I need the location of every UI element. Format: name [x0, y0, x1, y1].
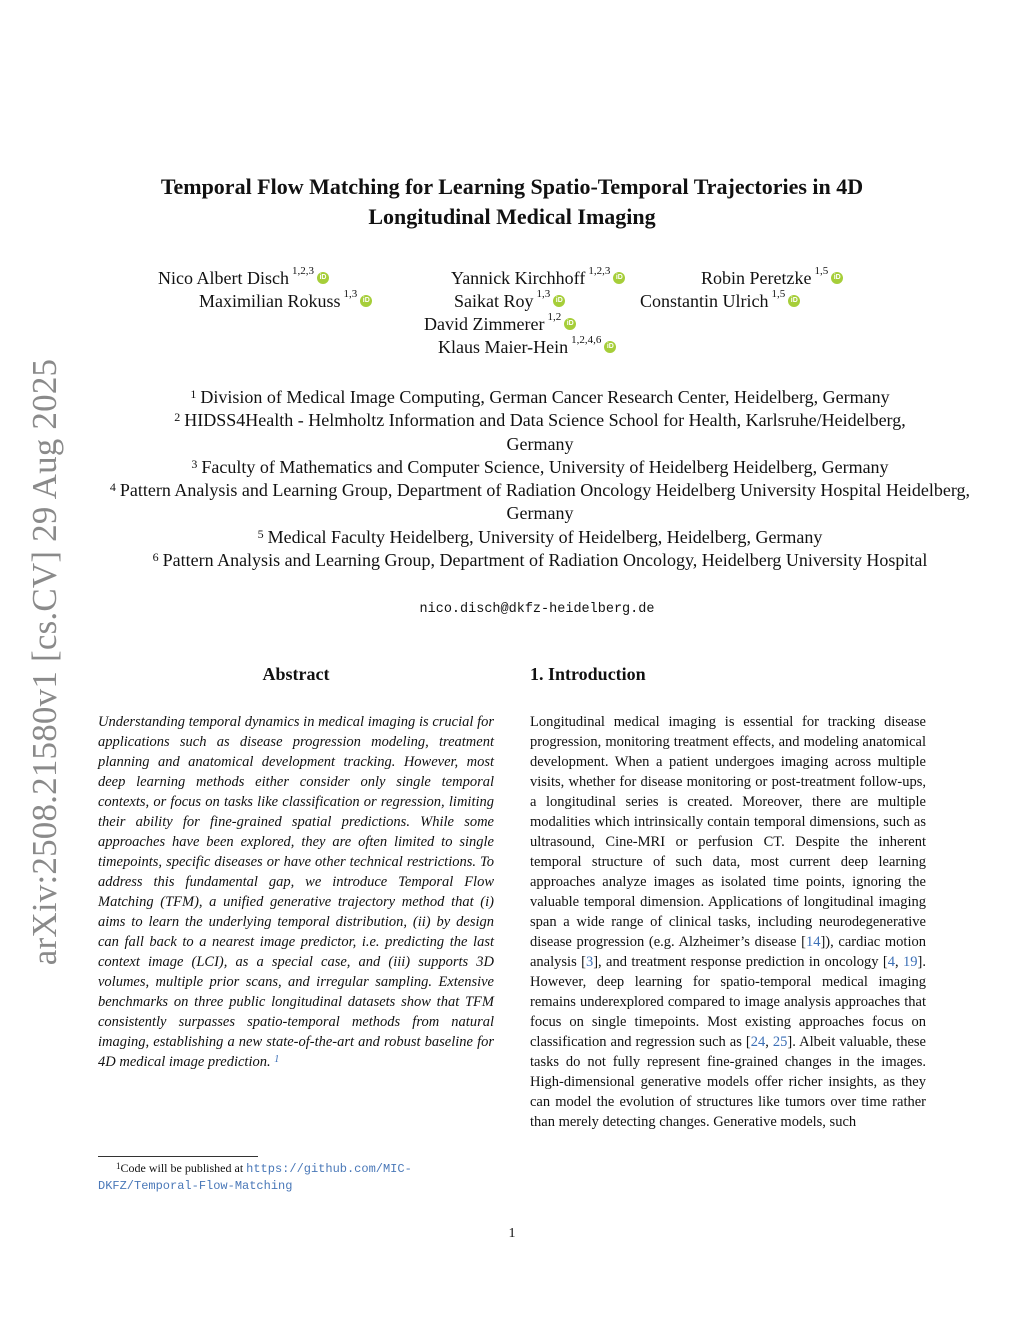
affiliation-list [90, 386, 990, 572]
citation-link[interactable]: 19 [903, 954, 918, 970]
citation-link[interactable]: 4 [887, 954, 896, 970]
author-name: Maximilian Rokuss $^{1,3}$iD [199, 291, 372, 312]
orcid-icon[interactable]: iD [360, 295, 372, 307]
introduction-column [530, 664, 926, 1132]
affiliation: $^3$ Faculty of Mathematics and Computer Science, University of Heidelberg Heidelberg, Germany [191, 456, 889, 477]
affiliation: $^5$ Medical Faculty Heidelberg, University of Heidelberg, Heidelberg, Germany [257, 526, 823, 547]
footnote-marker[interactable]: 1 [274, 1054, 280, 1065]
orcid-icon[interactable]: iD [317, 272, 329, 284]
orcid-icon[interactable]: iD [553, 295, 565, 307]
citation-link[interactable]: 25 [772, 1034, 788, 1050]
orcid-icon[interactable]: iD [788, 295, 800, 307]
code-repository-link[interactable]: https://github.com/MIC-DKFZ/Temporal-Flow-Matching [98, 1162, 412, 1193]
orcid-icon[interactable]: iD [613, 272, 625, 284]
author-name: Saikat Roy $^{1,3}$iD [454, 291, 565, 312]
orcid-icon[interactable]: iD [564, 318, 576, 330]
abstract-heading: Abstract [262, 664, 330, 684]
author-name: Robin Peretzke $^{1,5}$iD [701, 268, 843, 289]
author-name: Yannick Kirchhoff $^{1,2,3}$iD [451, 268, 625, 289]
orcid-icon[interactable]: iD [831, 272, 843, 284]
footnote-divider [98, 1156, 258, 1157]
paper-title: Temporal Flow Matching for Learning Spatio-Temporal Trajectories in 4D Longitudinal Medical Imaging [160, 174, 864, 229]
author-name: David Zimmerer $^{1,2}$iD [424, 314, 576, 335]
affiliation: $^6$ Pattern Analysis and Learning Group, Department of Radiation Oncology, Heidelberg University Hospital [152, 550, 928, 571]
page-number: 1 [508, 1226, 516, 1241]
citation-link[interactable]: 14 [805, 934, 821, 950]
author-name: Constantin Ulrich $^{1,5}$iD [640, 291, 800, 312]
contact-email[interactable]: nico.disch@dkfz-heidelberg.de [419, 602, 655, 617]
introduction-heading: 1. Introduction [530, 664, 646, 684]
footnote: $^1$Code will be published at https://github.com/MIC-DKFZ/Temporal-Flow-Matching [98, 1161, 412, 1193]
arxiv-identifier-stamp: arXiv:2508.21580v1 [cs.CV] 29 Aug 2025 [25, 358, 64, 966]
abstract-column [98, 664, 494, 1072]
citation-link[interactable]: 3 [585, 954, 594, 970]
affiliation: $^1$ Division of Medical Image Computing, German Cancer Research Center, Heidelberg, Germany [190, 387, 890, 407]
orcid-icon[interactable]: iD [604, 341, 616, 353]
affiliation: $^4$ Pattern Analysis and Learning Group, Department of Radiation Oncology Heidelberg University Hospital Heidelberg, Germany [109, 480, 971, 524]
introduction-text: Longitudinal medical imaging is essential for tracking disease progression, monitoring treatment effects, and modeling anatomical development. When a patient undergoes imaging across multiple visits, whether for disease monitoring or post-treatment follow-ups, a longitudinal series is created. Moreover, there are multiple modalities which intrinsically contain temporal dimensions, such as ultrasound, Cine-MRI or perfusion CT. Despite the inherent temporal structure of such data, most current deep learning approaches analyze images as isolated time points, ignoring the valuable temporal dimension. Applications of longitudinal imaging span a wide range of clinical tasks, including neurodegenerative disease progression (e.g. Alzheimer’s disease [14]), cardiac motion analysis [3], and treatment response prediction in oncology [4, 19]. However, deep learning for spatio-temporal medical imaging remains underexplored compared to image analysis approaches that focus on single timepoints. Most existing approaches focus on classification and regression such as [24, 25]. Albeit valuable, these tasks do not fully represent fine-grained changes in the images. High-dimensional generative models offer richer insights, as they can model the evolution of structures like tumors over time rather than merely detecting changes. Generative models, such [530, 714, 927, 1130]
citation-link[interactable]: 24 [750, 1034, 766, 1050]
abstract-text: Understanding temporal dynamics in medical imaging is crucial for applications such as disease progression modeling, treatment planning and anatomical development tracking. However, most deep learning methods either consider only single temporal contexts, or focus on tasks like classification or regression, limiting their ability for fine-grained spatial predictions. While some approaches have been explored, they are often limited to single timepoints, specific diseases or have other technical restrictions. To address this fundamental gap, we introduce Temporal Flow Matching (TFM), a unified generative trajectory method that (i) aims to learn the underlying temporal distribution, (ii) by design can fall back to a nearest image predictor, i.e. predicting the last context image (LCI), as a special case, and (iii) supports 3D volumes, multiple prior scans, and irregular sampling. Extensive benchmarks on three public longitudinal datasets show that TFM consistently surpasses spatio-temporal methods from natural imaging, establishing a new state-of-the-art and robust baseline for 4D medical image prediction. $^1$ [98, 714, 494, 1070]
affiliation: $^2$ HIDSS4Health - Helmholtz Information and Data Science School for Health, Karlsruhe/Heidelberg, Germany [174, 410, 906, 454]
author-name: Klaus Maier-Hein $^{1,2,4,6}$iD [438, 337, 616, 358]
author-name: Nico Albert Disch $^{1,2,3}$iD [158, 268, 329, 289]
